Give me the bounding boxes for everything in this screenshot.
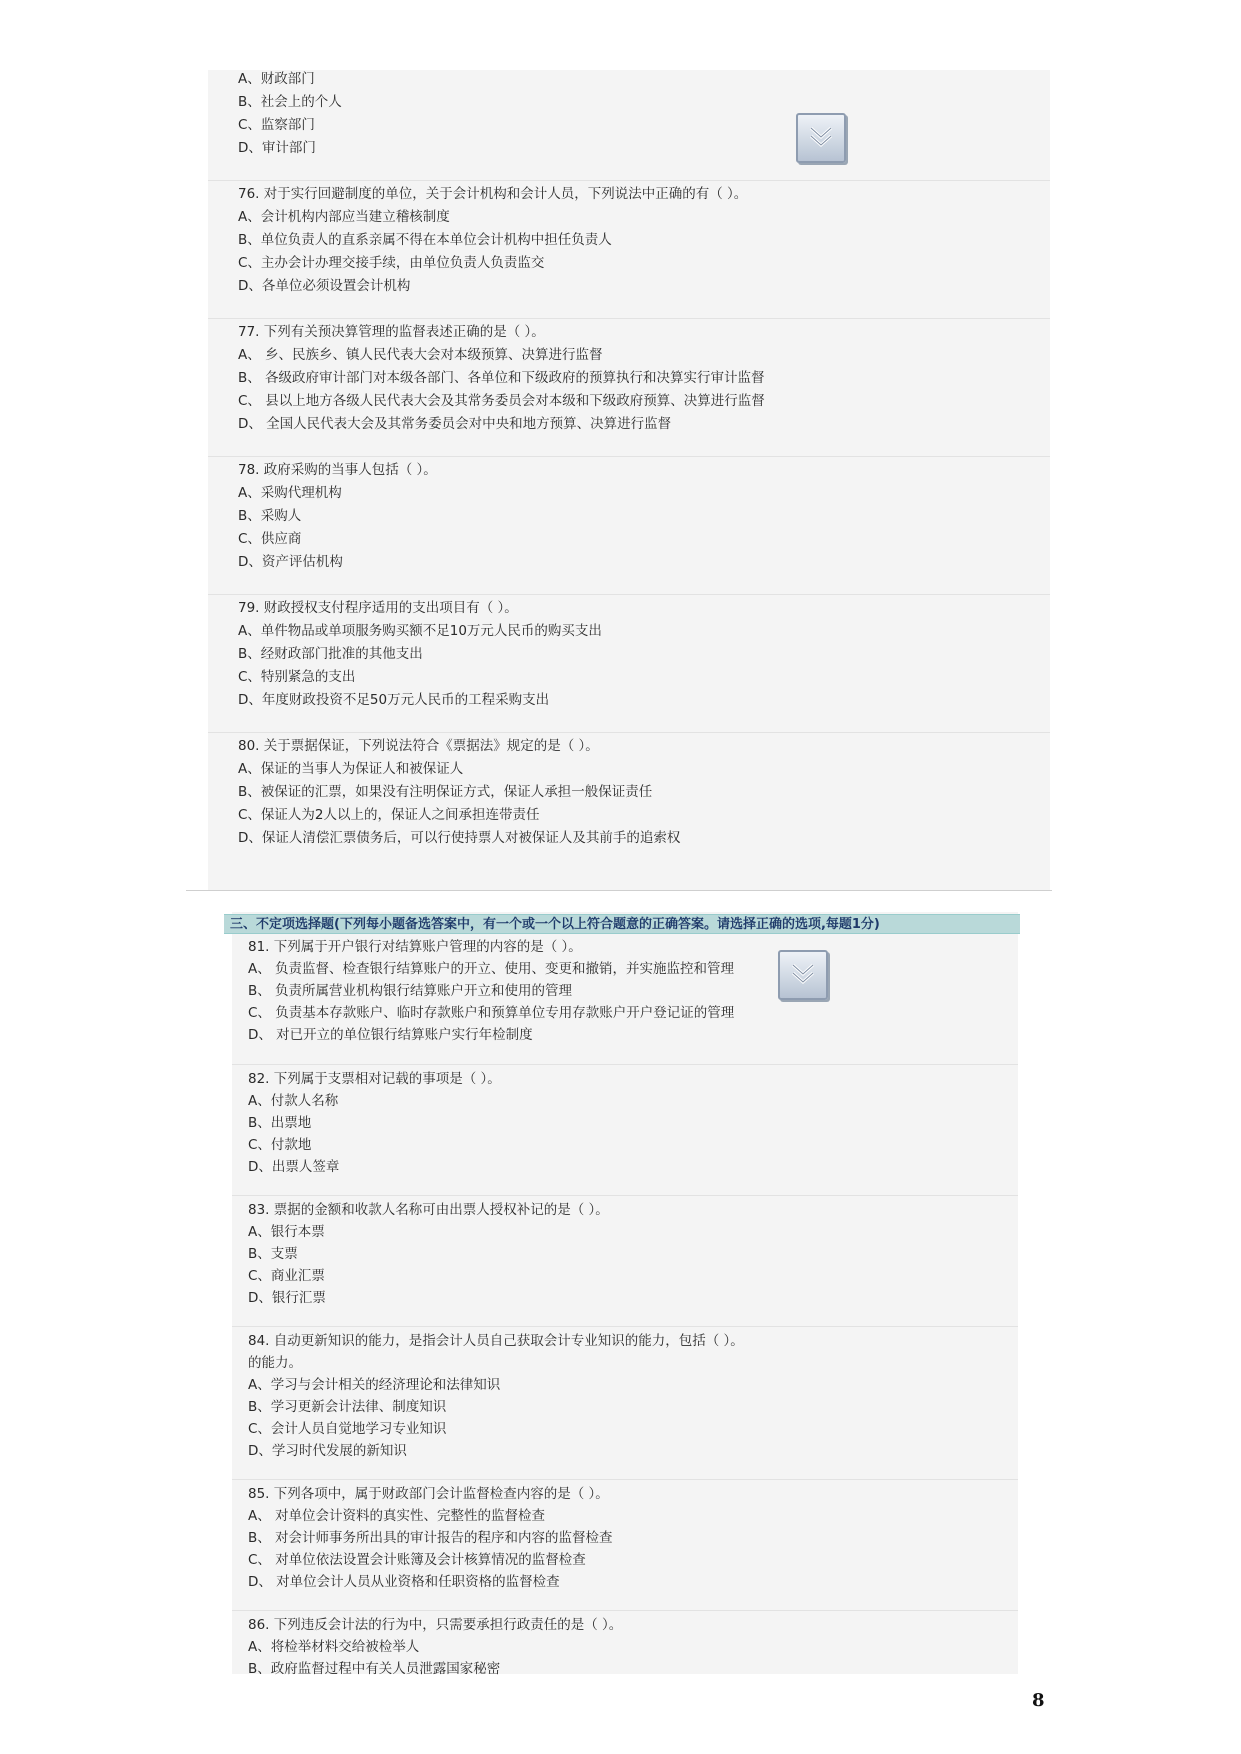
question-line: A、会计机构内部应当建立稽核制度: [238, 209, 450, 225]
question-line: A、财政部门: [238, 71, 315, 87]
question-line: D、审计部门: [238, 140, 316, 156]
nav-button-top[interactable]: [796, 113, 846, 163]
question-line: A、保证的当事人为保证人和被保证人: [238, 761, 464, 777]
question-line: 86. 下列违反会计法的行为中，只需要承担行政责任的是（ ）。: [248, 1617, 623, 1633]
question-line: D、年度财政投资不足50万元人民币的工程采购支出: [238, 692, 550, 708]
question-line: C、会计人员自觉地学习专业知识: [248, 1421, 447, 1437]
question-line: D、银行汇票: [248, 1290, 326, 1306]
question-line: A、单件物品或单项服务购买额不足10万元人民币的购买支出: [238, 623, 602, 639]
question-separator: [208, 318, 1050, 319]
question-line: 85. 下列各项中，属于财政部门会计监督检查内容的是（ ）。: [248, 1486, 609, 1502]
question-separator: [232, 1326, 1018, 1327]
question-line: B、被保证的汇票，如果没有注明保证方式，保证人承担一般保证责任: [238, 784, 653, 800]
question-line: C、监察部门: [238, 117, 315, 133]
question-line: A、 对单位会计资料的真实性、完整性的监督检查: [248, 1508, 546, 1524]
scroll-down-icon: [789, 961, 817, 989]
question-line: D、各单位必须设置会计机构: [238, 278, 411, 294]
question-line: B、支票: [248, 1246, 298, 1262]
question-line: C、 对单位依法设置会计账簿及会计核算情况的监督检查: [248, 1552, 586, 1568]
question-line: C、商业汇票: [248, 1268, 325, 1284]
question-line: B、 各级政府审计部门对本级各部门、各单位和下级政府的预算执行和决算实行审计监督: [238, 370, 765, 386]
question-line: 76. 对于实行回避制度的单位，关于会计机构和会计人员，下列说法中正确的有（ ）。: [238, 186, 748, 202]
question-line: A、 乡、民族乡、镇人民代表大会对本级预算、决算进行监督: [238, 347, 603, 363]
question-line: 77. 下列有关预决算管理的监督表述正确的是（ ）。: [238, 324, 545, 340]
question-line: 83. 票据的金额和收款人名称可由出票人授权补记的是（ ）。: [248, 1202, 609, 1218]
question-line: B、单位负责人的直系亲属不得在本单位会计机构中担任负责人: [238, 232, 612, 248]
question-separator: [232, 1479, 1018, 1480]
question-line: 82. 下列属于支票相对记载的事项是（ ）。: [248, 1071, 501, 1087]
question-line: B、经财政部门批准的其他支出: [238, 646, 423, 662]
question-line: D、 全国人民代表大会及其常务委员会对中央和地方预算、决算进行监督: [238, 416, 672, 432]
question-line: D、 对单位会计人员从业资格和任职资格的监督检查: [248, 1574, 560, 1590]
question-separator: [208, 180, 1050, 181]
question-line: A、学习与会计相关的经济理论和法律知识: [248, 1377, 501, 1393]
question-line: C、供应商: [238, 531, 302, 547]
question-line: D、保证人清偿汇票债务后，可以行使持票人对被保证人及其前手的追索权: [238, 830, 681, 846]
question-line: B、 负责所属营业机构银行结算账户开立和使用的管理: [248, 983, 573, 999]
question-line: D、学习时代发展的新知识: [248, 1443, 407, 1459]
question-line: 81. 下列属于开户银行对结算账户管理的内容的是（ ）。: [248, 939, 582, 955]
question-separator: [208, 594, 1050, 595]
question-line: 78. 政府采购的当事人包括（ ）。: [238, 462, 437, 478]
question-line: A、付款人名称: [248, 1093, 339, 1109]
question-line: A、 负责监督、检查银行结算账户的开立、使用、变更和撤销，并实施监控和管理: [248, 961, 735, 977]
question-separator: [208, 732, 1050, 733]
question-line: D、出票人签章: [248, 1159, 340, 1175]
question-line: C、付款地: [248, 1137, 312, 1153]
question-line: C、特别紧急的支出: [238, 669, 356, 685]
section-header: 三、不定项选择题(下列每小题备选答案中，有一个或一个以上符合题意的正确答案。请选择正确的选项,每题1分): [224, 914, 1020, 934]
question-separator: [232, 1610, 1018, 1611]
question-line: 的能力。: [248, 1355, 302, 1371]
question-line: C、保证人为2人以上的，保证人之间承担连带责任: [238, 807, 540, 823]
question-line: D、资产评估机构: [238, 554, 343, 570]
question-line: B、学习更新会计法律、制度知识: [248, 1399, 447, 1415]
question-line: B、采购人: [238, 508, 302, 524]
question-line: A、采购代理机构: [238, 485, 342, 501]
panel-bottom-rule: [186, 890, 1052, 891]
question-line: 79. 财政授权支付程序适用的支出项目有（ ）。: [238, 600, 518, 616]
question-line: C、 县以上地方各级人民代表大会及其常务委员会对本级和下级政府预算、决算进行监督: [238, 393, 765, 409]
question-line: B、社会上的个人: [238, 94, 342, 110]
question-separator: [232, 1064, 1018, 1065]
question-line: B、政府监督过程中有关人员泄露国家秘密: [248, 1661, 501, 1677]
question-line: 80. 关于票据保证，下列说法符合《票据法》规定的是（ ）。: [238, 738, 599, 754]
question-separator: [208, 456, 1050, 457]
page-number: 8: [1032, 1690, 1045, 1711]
question-line: B、出票地: [248, 1115, 312, 1131]
nav-button-bottom[interactable]: [778, 950, 828, 1000]
question-line: C、 负责基本存款账户、临时存款账户和预算单位专用存款账户开户登记证的管理: [248, 1005, 735, 1021]
question-line: C、主办会计办理交接手续，由单位负责人负责监交: [238, 255, 545, 271]
question-line: A、银行本票: [248, 1224, 325, 1240]
scroll-down-icon: [807, 124, 835, 152]
question-line: D、 对已开立的单位银行结算账户实行年检制度: [248, 1027, 533, 1043]
question-line: B、 对会计师事务所出具的审计报告的程序和内容的监督检查: [248, 1530, 613, 1546]
question-line: A、将检举材料交给被检举人: [248, 1639, 420, 1655]
question-separator: [232, 1195, 1018, 1196]
question-line: 84. 自动更新知识的能力，是指会计人员自己获取会计专业知识的能力，包括（ ）。: [248, 1333, 744, 1349]
